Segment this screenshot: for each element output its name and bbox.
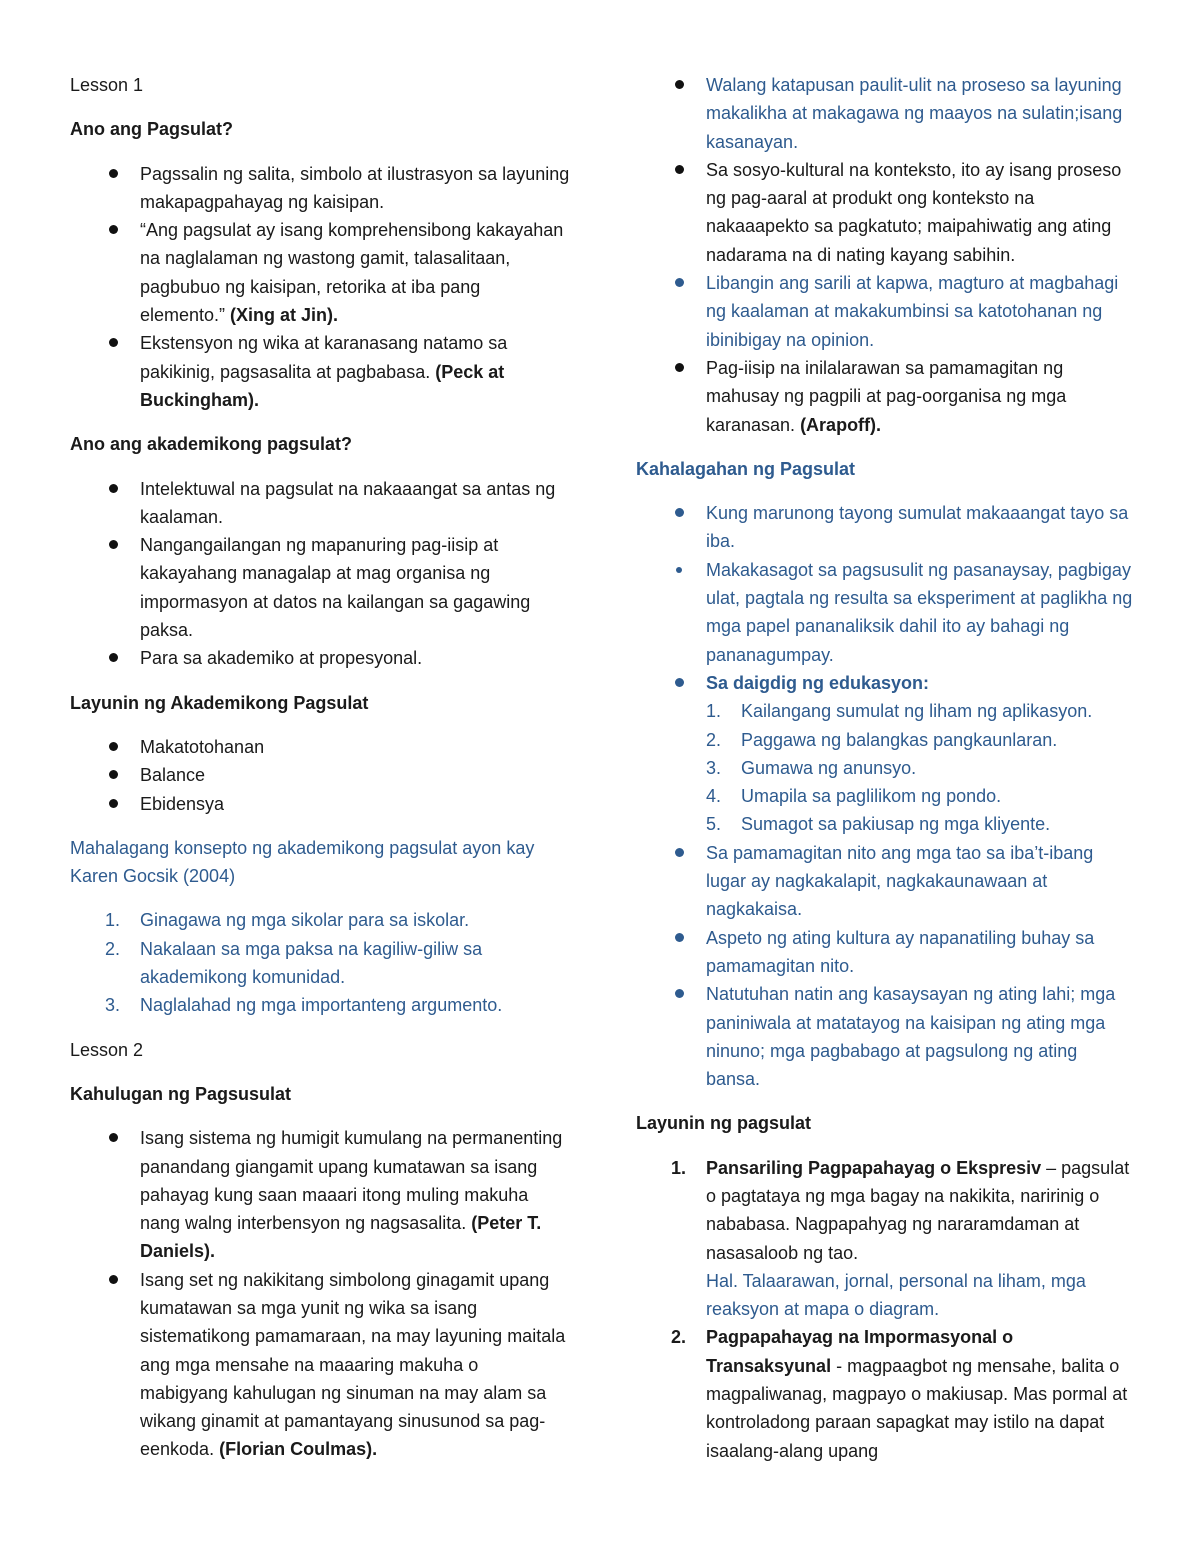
kahalagahan-list	[636, 499, 1136, 697]
list-item: 4. Umapila sa paglilikom ng pondo.	[706, 786, 1002, 807]
pagsulat-definition-list	[70, 160, 570, 415]
heading-layunin-pagsulat: Layunin ng pagsulat	[636, 1113, 812, 1134]
list-item: 2. Nakalaan sa mga paksa na kagiliw-giliw sa akademikong komunidad.	[105, 938, 483, 988]
left-column	[70, 71, 570, 1480]
list-item: 1. Kailangang sumulat ng liham ng aplikasyon.	[706, 701, 1093, 722]
citation: (Peck at Buckingham).	[140, 361, 505, 410]
right-column	[636, 71, 1136, 1481]
layunin-list	[70, 733, 570, 818]
list-item: Isang set ng nakikitang simbolong ginagamit upang kumatawan sa mga yunit ng wika sa isang sistematikong pamamaraan, na may layuning maitala ang mga mensahe na maaaring makuha o mabigyang kahulugan ng sinuman na may alam sa wikang ginamit at pamantayang sinusunod sa pag-eenkoda. (Florian Coulmas).	[70, 1266, 570, 1464]
citation: (Peter T. Daniels).	[140, 1213, 542, 1262]
list-item: Pagssalin ng salita, simbolo at ilustrasyon sa layuning makapagpahayag ng kaisipan.	[70, 160, 570, 217]
list-item: Sa pamamagitan nito ang mga tao sa iba’t-ibang lugar ay nagkakalapit, nagkakaunawaan at nagkakaisa.	[636, 839, 1136, 924]
list-item: Natutuhan natin ang kasaysayan ng ating lahi; mga paniniwala at matatayog na kaisipan ng ating mga ninuno; mga pagbabago at pagsulong ng ating bansa.	[636, 980, 1136, 1093]
list-item: 2. Pagpapahayag na Impormasyonal o Transaksyunal - magpaagbot ng mensahe, balita o magpaliwanag, magpayo o makiusap. Mas pormal at kontroladong paraan sapagkat may istilo na dapat isaalang-alang upang	[671, 1327, 1128, 1461]
list-item: Ebidensya	[70, 790, 570, 818]
layunin-numbered-list	[636, 1154, 1136, 1465]
list-item: Balance	[70, 761, 570, 789]
list-item: “Ang pagsulat ay isang komprehensibong kakayahan na naglalaman ng wastong gamit, talasalitaan, pagbubuo ng kaisipan, retorika at iba pang elemento.” (Xing at Jin).	[70, 216, 570, 329]
list-item: Makatotohanan	[70, 733, 570, 761]
list-item: 3. Gumawa ng anunsyo.	[706, 757, 917, 778]
lesson-2-label: Lesson 2	[70, 1039, 144, 1060]
list-item: 1. Pansariling Pagpapahayag o Ekspresiv – pagsulat o pagtataya ng mga bagay na nakikita, naririnig o nababasa. Nagpapahyag ng nararamdaman at nasasaloob ng tao. Hal. Talaarawan, jornal, personal na liham, mga reaksyon at mapa o diagram.	[671, 1157, 1130, 1320]
list-item: Isang sistema ng humigit kumulang na permanenting panandang giangamit upang kumatawan sa isang pahayag kung saan maaari itong muling makuha nang walng interbensyon ng nagsasalita. (Peter T. Daniels).	[70, 1124, 570, 1265]
list-item: Intelektuwal na pagsulat na nakaaangat sa antas ng kaalaman.	[70, 475, 570, 532]
heading-mahalagang-konsepto: Mahalagang konsepto ng akademikong pagsulat ayon kay Karen Gocsik (2004)	[70, 837, 535, 887]
list-item: 2. Paggawa ng balangkas pangkaunlaran.	[706, 729, 1058, 750]
heading-ano-ang-pagsulat: Ano ang Pagsulat?	[70, 119, 234, 140]
lesson-1-label: Lesson 1	[70, 75, 144, 95]
list-item: Pag-iisip na inilalarawan sa pamamagitan ng mahusay ng pagpili at pag-oorganisa ng mga karanasan. (Arapoff).	[636, 354, 1136, 439]
list-item: Aspeto ng ating kultura ay napanatiling buhay sa pamamagitan nito.	[636, 924, 1136, 981]
kahalagahan-list-continued	[636, 839, 1136, 1094]
citation: (Arapoff).	[800, 414, 882, 435]
citation: (Florian Coulmas).	[219, 1439, 378, 1460]
list-item: Sa daigdig ng edukasyon:	[636, 669, 1136, 697]
heading-kahulugan-pagsusulat: Kahulugan ng Pagsusulat	[70, 1083, 292, 1104]
list-item: 1. Ginagawa ng mga sikolar para sa iskolar.	[105, 910, 470, 931]
akademikong-pagsulat-list	[70, 475, 570, 673]
list-item: Para sa akademiko at propesyonal.	[70, 644, 570, 672]
edukasyon-numbered-list	[636, 697, 1136, 838]
list-item: Libangin ang sarili at kapwa, magturo at magbahagi ng kaalaman at makakumbinsi sa katotohanan ng ibinibigay na opinion.	[636, 269, 1136, 354]
heading-layunin-akademikong: Layunin ng Akademikong Pagsulat	[70, 692, 369, 713]
heading-akademikong-pagsulat: Ano ang akademikong pagsulat?	[70, 434, 353, 455]
list-item: Sa sosyo-kultural na konteksto, ito ay isang proseso ng pag-aaral at produkt ong konteksto na nakaaapekto sa pagkatuto; maipahiwatig ang ating nadarama na di nating kayang sabihin.	[636, 156, 1136, 269]
list-item: Walang katapusan paulit-ulit na proseso sa layuning makalikha at makagawa ng maayos na sulatin;isang kasanayan.	[636, 71, 1136, 156]
citation: (Xing at Jin).	[230, 305, 339, 326]
list-item: 5. Sumagot sa pakiusap ng mga kliyente.	[706, 814, 1051, 835]
list-item: 3. Naglalahad ng mga importanteng argumento.	[105, 995, 503, 1016]
example-text: Hal. Talaarawan, jornal, personal na liham, mga reaksyon at mapa o diagram.	[706, 1270, 1086, 1320]
konsepto-numbered-list	[70, 906, 570, 1019]
kahulugan-list	[70, 1124, 570, 1464]
pagsusulat-continued-list	[636, 71, 1136, 439]
list-item: Kung marunong tayong sumulat makaaangat tayo sa iba.	[636, 499, 1136, 556]
heading-kahalagahan: Kahalagahan ng Pagsulat	[636, 458, 856, 479]
list-item: Ekstensyon ng wika at karanasang natamo sa pakikinig, pagsasalita at pagbabasa. (Peck at Buckingham).	[70, 329, 570, 414]
list-item: Nangangailangan ng mapanuring pag-iisip at kakayahang managalap at mag organisa ng impormasyon at datos na kailangan sa gagawing paksa.	[70, 531, 570, 644]
list-item: Makakasagot sa pagsusulit ng pasanaysay, pagbigay ulat, pagtala ng resulta sa eksperiment at paglikha ng mga papel pananaliksik dahil ito ay bahagi ng pananagumpay.	[636, 556, 1136, 669]
